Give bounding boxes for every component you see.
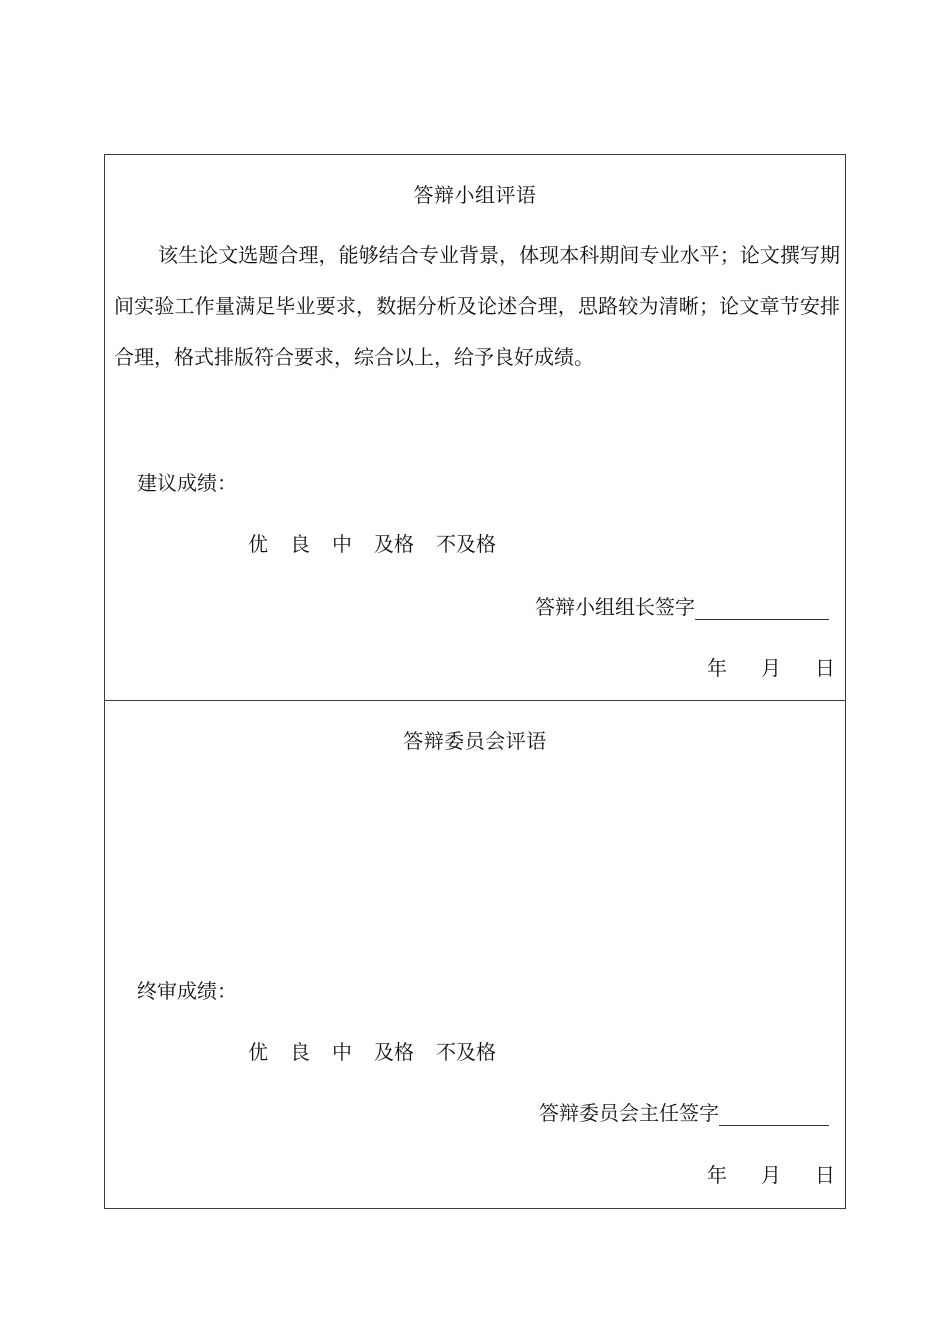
group-date-year: 年 (707, 656, 727, 680)
committee-date (673, 1159, 835, 1188)
grade-option-pass[interactable]: 及格 (374, 532, 414, 556)
grade-option-fail[interactable]: 不及格 (436, 1040, 496, 1064)
group-leader-signature-label: 答辩小组组长签字 (535, 595, 695, 619)
grade-option-good[interactable]: 良 (290, 532, 310, 556)
suggested-grade-options (248, 528, 518, 557)
committee-chair-signature-label: 答辩委员会主任签字 (539, 1101, 719, 1125)
group-leader-signature-field[interactable] (695, 597, 829, 620)
grade-option-excellent[interactable]: 优 (248, 1040, 268, 1064)
committee-chair-signature (539, 1097, 829, 1126)
grade-option-pass[interactable]: 及格 (374, 1040, 414, 1064)
final-grade-options (248, 1036, 518, 1065)
grade-option-medium[interactable]: 中 (332, 1040, 352, 1064)
suggested-grade-label: 建议成绩： (137, 471, 237, 495)
defense-group-title: 答辩小组评语 (413, 183, 537, 207)
defense-group-section (105, 155, 845, 701)
defense-group-comment-text: 该生论文选题合理，能够结合专业背景，体现本科期间专业水平；论文撰写期间实验工作量满足毕业要求，数据分析及论述合理，思路较为清晰；论文章节安排合理，格式排版符合要求，综合以上，给予良好成绩。 (114, 243, 840, 369)
committee-title: 答辩委员会评语 (403, 729, 547, 753)
committee-section (105, 701, 845, 1208)
final-grade-label: 终审成绩： (137, 979, 237, 1003)
grade-option-good[interactable]: 良 (290, 1040, 310, 1064)
grade-option-excellent[interactable]: 优 (248, 532, 268, 556)
committee-date-year: 年 (707, 1163, 727, 1187)
group-date-day: 日 (815, 656, 835, 680)
group-date-month: 月 (761, 656, 781, 680)
group-leader-signature (535, 591, 829, 620)
committee-date-month: 月 (761, 1163, 781, 1187)
grade-option-medium[interactable]: 中 (332, 532, 352, 556)
committee-date-day: 日 (815, 1163, 835, 1187)
defense-group-comment (114, 230, 840, 383)
group-date (673, 652, 835, 681)
committee-chair-signature-field[interactable] (719, 1103, 829, 1126)
evaluation-table (104, 154, 846, 1209)
grade-option-fail[interactable]: 不及格 (436, 532, 496, 556)
